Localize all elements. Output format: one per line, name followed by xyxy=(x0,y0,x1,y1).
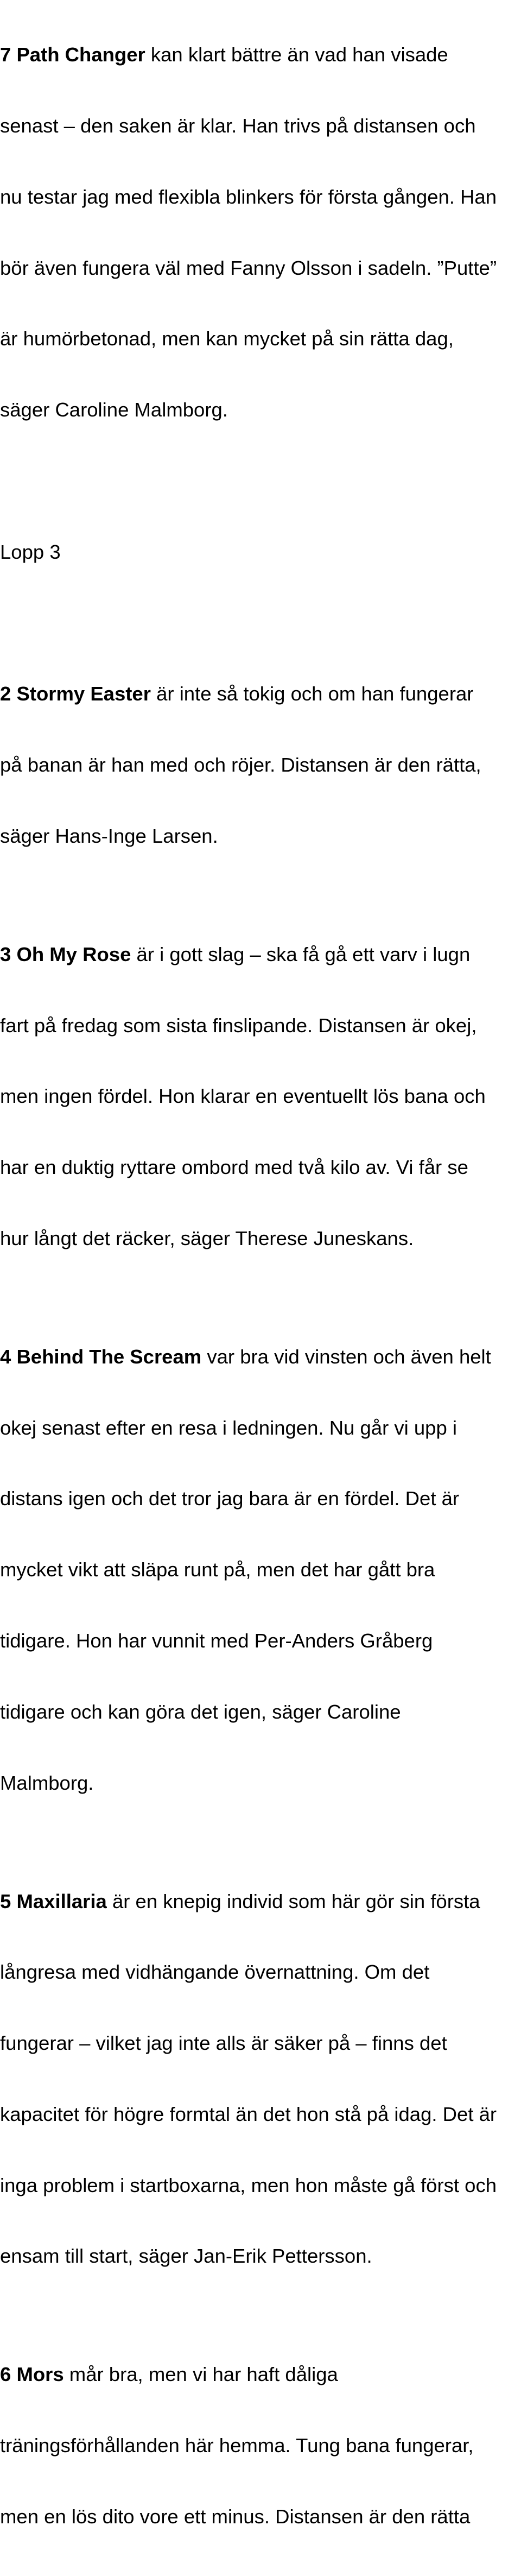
text-line: ensam till start, säger Jan-Erik Pettersson. xyxy=(0,2245,372,2268)
paragraph-mors xyxy=(0,2315,521,2576)
horse-name: 3 Oh My Rose xyxy=(0,943,131,965)
text-line: okej senast efter en resa i ledningen. Nu går vi upp i xyxy=(0,1416,458,1439)
paragraph-path-changer xyxy=(0,0,521,469)
text-line: distans igen och det tror jag bara är en fördel. Det är xyxy=(0,1487,460,1510)
text-line: har en duktig ryttare ombord med två kilo av. Vi får se xyxy=(0,1156,468,1179)
text-line: nu testar jag med flexibla blinkers för första gången. Han xyxy=(0,185,497,208)
text-line: 6 Mors mår bra, men vi har haft dåliga xyxy=(0,2363,338,2386)
text-line: fungerar – vilket jag inte alls är säker på – finns det xyxy=(0,2032,447,2055)
text-line: men ingen fördel. Hon klarar en eventuellt lös bana och xyxy=(0,1085,486,1108)
paragraph-maxillaria xyxy=(0,1842,521,2315)
text-line: bör även fungera väl med Fanny Olsson i sadeln. ”Putte” xyxy=(0,256,497,279)
text-line: men en lös dito vore ett minus. Distansen är den rätta xyxy=(0,2505,471,2528)
text-line: mycket vikt att släpa runt på, men det har gått bra xyxy=(0,1558,435,1581)
text-line: Malmborg. xyxy=(0,1771,94,1794)
horse-name: 4 Behind The Scream xyxy=(0,1345,202,1368)
paragraph-oh-my-rose xyxy=(0,895,521,1298)
horse-name: 7 Path Changer xyxy=(0,43,145,66)
horse-name: 5 Maxillaria xyxy=(0,1890,107,1912)
text-line: är humörbetonad, men kan mycket på sin rätta dag, xyxy=(0,327,454,350)
horse-name: 2 Stormy Easter xyxy=(0,683,151,705)
section-heading: Lopp 3 xyxy=(0,540,61,563)
text-line: kapacitet för högre formtal än det hon stå på idag. Det är xyxy=(0,2103,497,2125)
text-line: långresa med vidhängande övernattning. Om det xyxy=(0,1961,430,1984)
blank-line xyxy=(0,611,521,635)
text-line: 2 Stormy Easter är inte så tokig och om han fungerar xyxy=(0,683,474,705)
text-line: senast – den saken är klar. Han trivs på distansen och xyxy=(0,114,476,137)
text-line: inga problem i startboxarna, men hon måste gå först och xyxy=(0,2174,497,2196)
text-line: fart på fredag som sista finslipande. Distansen är okej, xyxy=(0,1014,477,1037)
text-line: 3 Oh My Rose är i gott slag – ska få gå ett varv i lugn xyxy=(0,943,471,965)
text-line: säger Hans-Inge Larsen. xyxy=(0,824,218,847)
text-line: på banan är han med och röjer. Distansen är den rätta, xyxy=(0,754,481,776)
paragraph-stormy-easter xyxy=(0,635,521,895)
text-line: tidigare. Hon har vunnit med Per-Anders Gråberg xyxy=(0,1629,433,1652)
text-line: träningsförhållanden här hemma. Tung bana fungerar, xyxy=(0,2434,474,2457)
text-line: 7 Path Changer kan klart bättre än vad han visade xyxy=(0,43,448,66)
text-line: säger Caroline Malmborg. xyxy=(0,399,228,421)
blank-line xyxy=(0,469,521,493)
horse-name: 6 Mors xyxy=(0,2363,64,2386)
text-line: tidigare och kan göra det igen, säger Caroline xyxy=(0,1700,401,1723)
text-line: 4 Behind The Scream var bra vid vinsten och även helt xyxy=(0,1345,491,1368)
paragraph-behind-the-scream xyxy=(0,1298,521,1842)
text-line: hur långt det räcker, säger Therese Juneskans. xyxy=(0,1227,414,1249)
text-line: 5 Maxillaria är en knepig individ som här gör sin första xyxy=(0,1890,480,1912)
